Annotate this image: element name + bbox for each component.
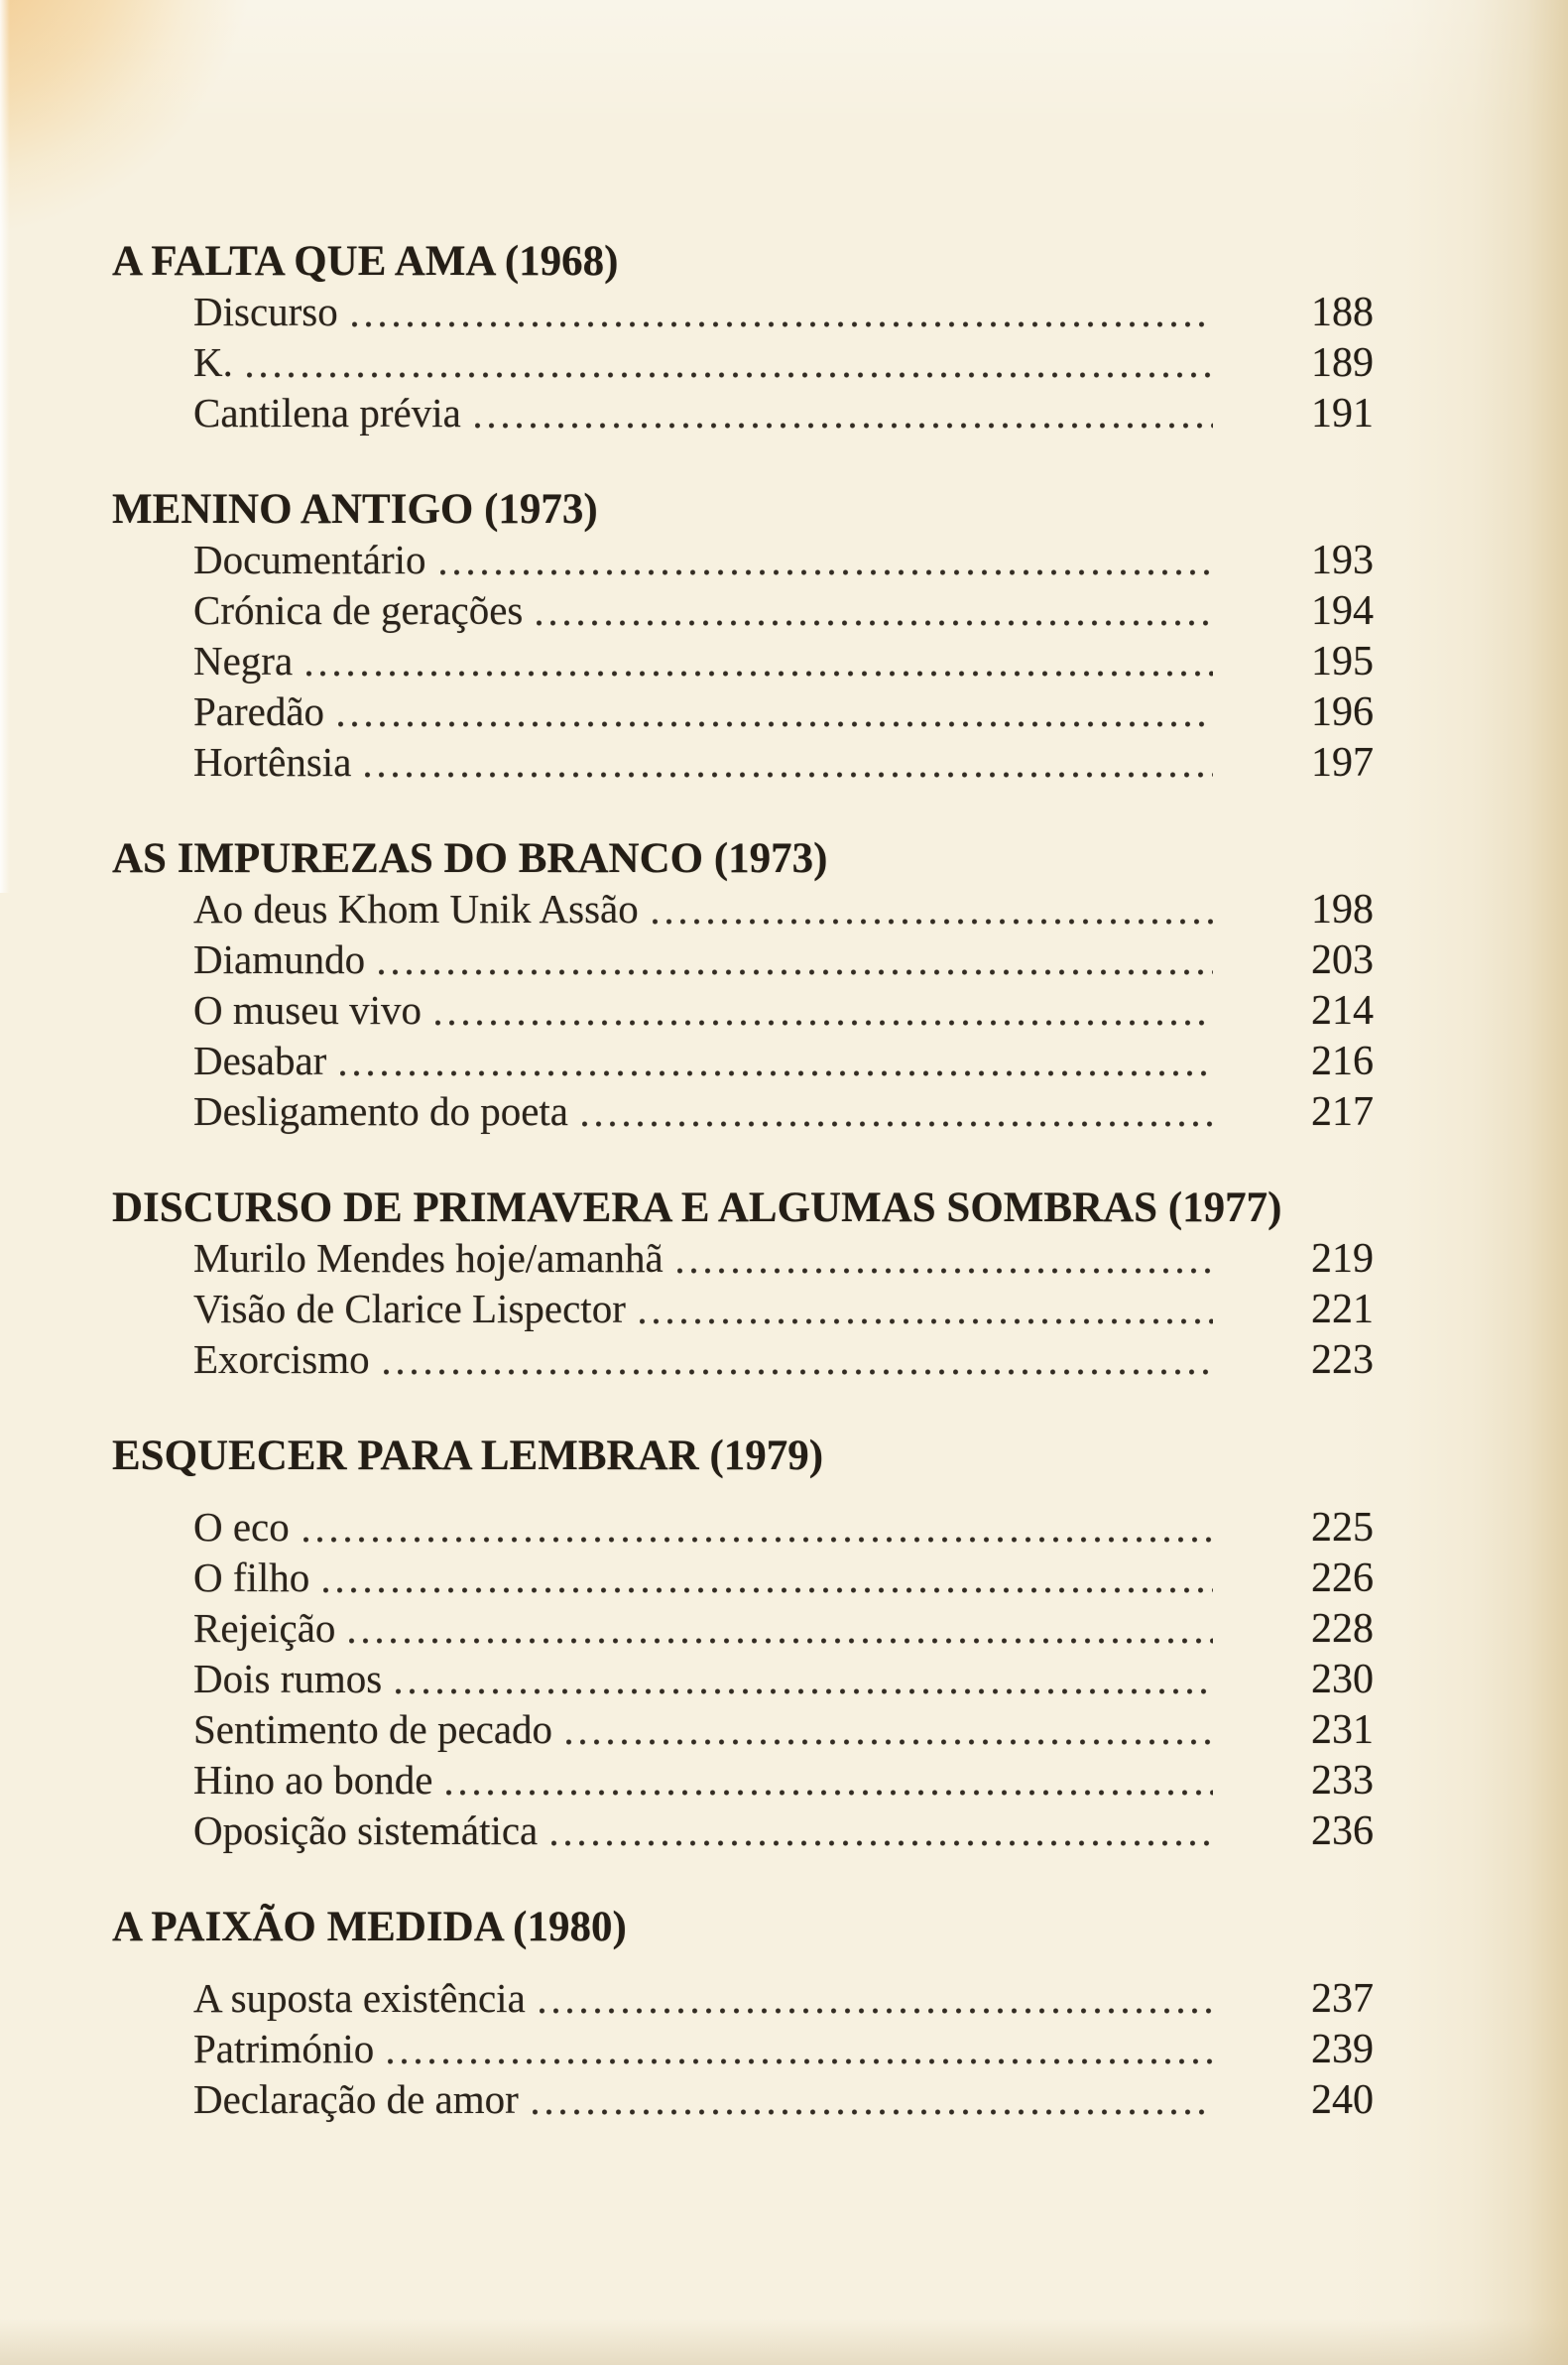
entry-title: Visão de Clarice Lispector: [193, 1286, 626, 1331]
entry-title: Dois rumos: [193, 1656, 383, 1701]
dot-leader: [475, 421, 1213, 431]
dot-leader: [338, 719, 1213, 729]
entry-title: A suposta existência: [193, 1975, 526, 2021]
toc-section: [112, 1182, 1374, 1385]
toc-section: [112, 1431, 1374, 1856]
entry-title: Discurso: [193, 289, 338, 334]
toc-entry-row: [112, 1755, 1374, 1805]
entry-page-number: 214: [1311, 988, 1374, 1034]
entry-title: Desabar: [193, 1038, 327, 1083]
dot-leader: [540, 2006, 1213, 2016]
entry-page-number: 194: [1311, 588, 1374, 634]
dot-leader: [379, 967, 1213, 977]
entry-title: Ao deus Khom Unik Assão: [193, 886, 639, 932]
toc-entry-row: [112, 1654, 1374, 1704]
entry-page-number: 231: [1311, 1707, 1374, 1753]
section-title: AS IMPUREZAS DO BRANCO (1973): [112, 835, 828, 882]
dot-leader: [640, 1316, 1213, 1326]
entry-page-number: 197: [1311, 740, 1374, 786]
section-title: ESQUECER PARA LEMBRAR (1979): [112, 1432, 824, 1479]
dot-leader: [306, 669, 1213, 679]
toc-entry-row: [112, 1805, 1374, 1856]
toc-entry-row: [112, 1233, 1374, 1284]
entry-page-number: 236: [1311, 1808, 1374, 1854]
dot-leader: [653, 917, 1213, 927]
entry-page-number: 217: [1311, 1089, 1374, 1135]
toc-entry-row: [112, 535, 1374, 585]
entry-title: Negra: [193, 638, 294, 684]
entry-page-number: 219: [1311, 1236, 1374, 1282]
entry-page-number: 239: [1311, 2027, 1374, 2072]
toc-list: [112, 236, 1374, 2125]
entry-title: Declaração de amor: [193, 2076, 519, 2122]
section-title: MENINO ANTIGO (1973): [112, 486, 598, 533]
entry-title: K.: [193, 339, 233, 385]
toc-section: [112, 236, 1374, 438]
dot-leader: [340, 1068, 1213, 1078]
entry-title: O eco: [193, 1504, 290, 1550]
toc-entry-row: [112, 934, 1374, 985]
toc-section: [112, 1902, 1374, 2125]
dot-leader: [440, 567, 1213, 577]
section-title: A FALTA QUE AMA (1968): [112, 238, 619, 285]
dot-leader: [566, 1737, 1213, 1747]
toc-entry-row: [112, 884, 1374, 934]
entry-page-number: 191: [1311, 391, 1374, 436]
toc-entry-row: [112, 636, 1374, 686]
entry-title: Paredão: [193, 688, 325, 734]
section-title: DISCURSO DE PRIMAVERA E ALGUMAS SOMBRAS (1977): [112, 1184, 1282, 1231]
toc-entry-row: [112, 287, 1374, 337]
entry-page-number: 189: [1311, 340, 1374, 386]
dot-leader: [365, 770, 1213, 780]
toc-entry-row: [112, 1086, 1374, 1137]
toc-entry-row: [112, 337, 1374, 388]
toc-entry-row: [112, 388, 1374, 438]
dot-leader: [323, 1585, 1213, 1595]
dot-leader: [384, 1367, 1213, 1377]
dot-leader: [446, 1788, 1213, 1798]
entry-page-number: 237: [1311, 1976, 1374, 2022]
toc-entry-row: [112, 2074, 1374, 2125]
entry-title: Exorcismo: [193, 1336, 370, 1382]
entry-title: O museu vivo: [193, 987, 422, 1033]
section-title: A PAIXÃO MEDIDA (1980): [112, 1904, 627, 1950]
toc-section: [112, 833, 1374, 1137]
entry-page-number: 198: [1311, 887, 1374, 933]
scan-edge-highlight: [0, 0, 10, 893]
toc-entry-row: [112, 585, 1374, 636]
dot-leader: [582, 1119, 1213, 1129]
entry-title: O filho: [193, 1555, 310, 1600]
entry-page-number: 203: [1311, 937, 1374, 983]
entry-page-number: 188: [1311, 290, 1374, 335]
dot-leader: [247, 370, 1213, 380]
toc-entry-row: [112, 1553, 1374, 1603]
entry-page-number: 230: [1311, 1657, 1374, 1702]
dot-leader: [388, 2056, 1213, 2066]
toc-entry-row: [112, 737, 1374, 788]
dot-leader: [303, 1535, 1213, 1545]
toc-entry-row: [112, 1502, 1374, 1553]
toc-section: [112, 484, 1374, 788]
dot-leader: [551, 1838, 1213, 1848]
toc-entry-row: [112, 1973, 1374, 2024]
toc-entry-row: [112, 2024, 1374, 2074]
entry-page-number: 228: [1311, 1606, 1374, 1652]
entry-page-number: 226: [1311, 1556, 1374, 1601]
entry-title: Murilo Mendes hoje/amanhã: [193, 1235, 663, 1281]
entry-page-number: 233: [1311, 1758, 1374, 1804]
entry-page-number: 225: [1311, 1505, 1374, 1551]
dot-leader: [349, 1636, 1213, 1646]
entry-title: Documentário: [193, 537, 426, 582]
entry-page-number: 196: [1311, 689, 1374, 735]
entry-page-number: 240: [1311, 2077, 1374, 2123]
toc-entry-row: [112, 686, 1374, 737]
entry-page-number: 216: [1311, 1039, 1374, 1084]
toc-entry-row: [112, 985, 1374, 1036]
entry-title: Rejeição: [193, 1605, 336, 1651]
toc-entry-row: [112, 1334, 1374, 1385]
entry-title: Cantilena prévia: [193, 390, 461, 436]
dot-leader: [435, 1018, 1213, 1028]
dot-leader: [677, 1266, 1213, 1276]
entry-title: Desligamento do poeta: [193, 1088, 569, 1134]
entry-title: Hortênsia: [193, 739, 352, 785]
entry-title: Hino ao bonde: [193, 1757, 433, 1803]
toc-page: [112, 236, 1374, 2125]
entry-page-number: 221: [1311, 1287, 1374, 1332]
entry-title: Oposição sistemática: [193, 1807, 539, 1853]
entry-page-number: 223: [1311, 1337, 1374, 1383]
dot-leader: [352, 319, 1213, 329]
dot-leader: [396, 1686, 1213, 1696]
entry-page-number: 195: [1311, 639, 1374, 685]
entry-page-number: 193: [1311, 538, 1374, 583]
toc-entry-row: [112, 1704, 1374, 1755]
toc-entry-row: [112, 1603, 1374, 1654]
dot-leader: [537, 618, 1213, 628]
toc-entry-row: [112, 1036, 1374, 1086]
entry-title: Património: [193, 2026, 375, 2071]
toc-entry-row: [112, 1284, 1374, 1334]
entry-title: Sentimento de pecado: [193, 1706, 553, 1752]
entry-title: Crónica de gerações: [193, 587, 524, 633]
entry-title: Diamundo: [193, 936, 366, 982]
dot-leader: [533, 2107, 1213, 2117]
